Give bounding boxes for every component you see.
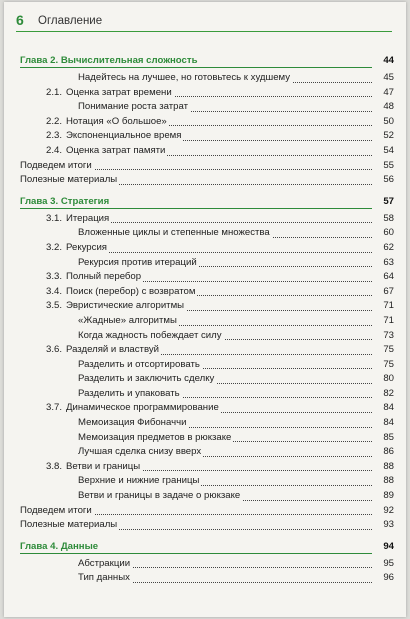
page-number: 6 xyxy=(16,12,24,28)
section-title: Вложенные циклы и степенные множества xyxy=(78,227,270,239)
toc-entry[interactable] xyxy=(20,571,394,586)
section-number: 2.2. xyxy=(45,115,62,127)
page-ref: 73 xyxy=(374,330,394,341)
page-ref: 67 xyxy=(374,286,394,297)
page-ref: 64 xyxy=(374,271,394,282)
toc-entry[interactable] xyxy=(20,474,394,489)
section-number: 3.3. xyxy=(45,271,62,283)
toc-entry[interactable] xyxy=(20,489,394,504)
page-ref: 58 xyxy=(374,213,394,224)
toc-chapter[interactable] xyxy=(20,54,394,71)
toc-entry[interactable] xyxy=(20,173,394,188)
toc-entry[interactable] xyxy=(20,343,394,358)
running-header xyxy=(16,12,392,32)
section-title: Рекурсия против итераций xyxy=(78,256,197,268)
section-number: 3.7. xyxy=(45,402,62,414)
section-title: Полезные материалы xyxy=(20,174,118,186)
page-ref: 85 xyxy=(374,432,394,443)
section-title: Надейтесь на лучшее, но готовьтесь к худшему xyxy=(78,72,291,83)
section-number: 3.5. xyxy=(45,300,62,312)
book-page xyxy=(4,2,406,617)
toc-entry[interactable] xyxy=(20,256,394,271)
chapter-title: Глава 2. Вычислительная сложность xyxy=(20,55,198,66)
section-title: Итерация xyxy=(66,212,110,224)
page-ref: 88 xyxy=(374,475,394,486)
section-title: Разделить и упаковать xyxy=(78,387,180,399)
section-title: Верхние и нижние границы xyxy=(78,475,200,487)
toc-entry[interactable] xyxy=(20,100,394,115)
section-title: Ветви и границы в задаче о рюкзаке xyxy=(78,490,241,502)
page-ref: 71 xyxy=(374,300,394,311)
page-ref: 82 xyxy=(374,388,394,399)
page-ref: 84 xyxy=(374,417,394,428)
section-number: 2.1. xyxy=(45,86,62,98)
toc-entry[interactable] xyxy=(20,115,394,130)
section-number: 2.3. xyxy=(45,130,62,142)
section-title: Разделяй и властвуй xyxy=(66,344,159,356)
toc-entry[interactable] xyxy=(20,144,394,159)
section-title: Разделить и отсортировать xyxy=(78,358,200,370)
toc-entry[interactable] xyxy=(20,416,394,431)
page-ref: 44 xyxy=(374,55,394,66)
toc-entry[interactable] xyxy=(20,445,394,460)
section-title: Абстракции xyxy=(78,557,131,569)
toc-entry[interactable] xyxy=(20,299,394,314)
toc-entry[interactable] xyxy=(20,557,394,572)
section-title: Полный перебор xyxy=(66,271,142,283)
section-title: Полезные материалы xyxy=(20,519,118,531)
toc-entry[interactable] xyxy=(20,504,394,519)
section-title: Разделить и заключить сделку xyxy=(78,373,215,385)
dot-leader xyxy=(20,67,372,68)
page-ref: 94 xyxy=(374,541,394,552)
page-ref: 95 xyxy=(374,558,394,569)
toc-entry[interactable] xyxy=(20,387,394,402)
toc-entry[interactable] xyxy=(20,372,394,387)
toc-entry[interactable] xyxy=(20,159,394,174)
section-title: Понимание роста затрат xyxy=(78,101,189,113)
section-number: 3.6. xyxy=(45,344,62,356)
toc-entry[interactable] xyxy=(20,401,394,416)
section-title: Ветви и границы xyxy=(66,460,141,472)
toc-entry[interactable] xyxy=(20,358,394,373)
page-ref: 63 xyxy=(374,257,394,268)
page-ref: 50 xyxy=(374,116,394,127)
page-ref: 75 xyxy=(374,359,394,370)
page-ref: 54 xyxy=(374,145,394,156)
page-ref: 88 xyxy=(374,461,394,472)
page-ref: 71 xyxy=(374,315,394,326)
section-number: 3.2. xyxy=(45,241,62,253)
page-title: Оглавление xyxy=(38,15,103,27)
dot-leader xyxy=(20,553,372,554)
toc-entry[interactable] xyxy=(20,285,394,300)
table-of-contents xyxy=(20,54,394,586)
section-title: Эвристические алгоритмы xyxy=(66,300,185,312)
dot-leader xyxy=(20,208,372,209)
section-title: Мемоизация Фибоначчи xyxy=(78,417,187,429)
toc-entry[interactable] xyxy=(20,71,394,86)
section-title: Поиск (перебор) с возвратом xyxy=(66,285,196,297)
section-title: Динамическое программирование xyxy=(66,402,219,414)
toc-entry[interactable] xyxy=(20,86,394,101)
page-ref: 84 xyxy=(374,402,394,413)
chapter-title: Глава 4. Данные xyxy=(20,540,99,552)
page-ref: 86 xyxy=(374,446,394,457)
page-ref: 62 xyxy=(374,242,394,253)
section-title: Рекурсия xyxy=(66,241,107,253)
toc-entry[interactable] xyxy=(20,460,394,475)
section-title: Тип данных xyxy=(78,572,130,584)
page-ref: 48 xyxy=(374,101,394,112)
section-number: 3.4. xyxy=(45,285,62,297)
section-number: 3.8. xyxy=(45,460,62,472)
page-ref: 93 xyxy=(374,519,394,530)
section-title: Оценка затрат времени xyxy=(66,86,172,98)
page-ref: 52 xyxy=(374,130,394,141)
section-number: 3.1. xyxy=(45,212,62,224)
page-ref: 55 xyxy=(374,160,394,171)
toc-entry[interactable] xyxy=(20,314,394,329)
section-title: Подведем итоги xyxy=(20,504,92,516)
section-number: 2.4. xyxy=(45,144,62,156)
section-title: Мемоизация предметов в рюкзаке xyxy=(78,431,232,443)
toc-entry[interactable] xyxy=(20,129,394,144)
toc-chapter[interactable] xyxy=(20,540,394,557)
page-ref: 56 xyxy=(374,174,394,185)
toc-entry[interactable] xyxy=(20,270,394,285)
section-title: Лучшая сделка снизу вверх xyxy=(78,446,202,458)
dot-leader xyxy=(66,222,372,223)
section-title: Нотация «О большое» xyxy=(66,115,167,127)
page-ref: 96 xyxy=(374,572,394,583)
section-title: Экспоненциальное время xyxy=(66,130,182,142)
page-ref: 60 xyxy=(374,227,394,238)
toc-entry[interactable] xyxy=(20,212,394,227)
toc-entry[interactable] xyxy=(20,518,394,533)
page-ref: 92 xyxy=(374,505,394,516)
toc-entry[interactable] xyxy=(20,431,394,446)
page-ref: 45 xyxy=(374,72,394,83)
section-title: Оценка затрат памяти xyxy=(66,144,166,156)
section-title: Подведем итоги xyxy=(20,159,92,171)
dot-leader xyxy=(66,252,372,253)
page-ref: 75 xyxy=(374,344,394,355)
chapter-title: Глава 3. Стратегия xyxy=(20,195,110,207)
toc-entry[interactable] xyxy=(20,241,394,256)
toc-entry[interactable] xyxy=(20,329,394,344)
page-ref: 57 xyxy=(374,196,394,207)
toc-entry[interactable] xyxy=(20,226,394,241)
toc-chapter[interactable] xyxy=(20,195,394,212)
section-title: Когда жадность побеждает силу xyxy=(78,329,222,341)
page-ref: 47 xyxy=(374,87,394,98)
section-title: «Жадные» алгоритмы xyxy=(78,314,177,326)
page-ref: 89 xyxy=(374,490,394,501)
page-ref: 80 xyxy=(374,373,394,384)
